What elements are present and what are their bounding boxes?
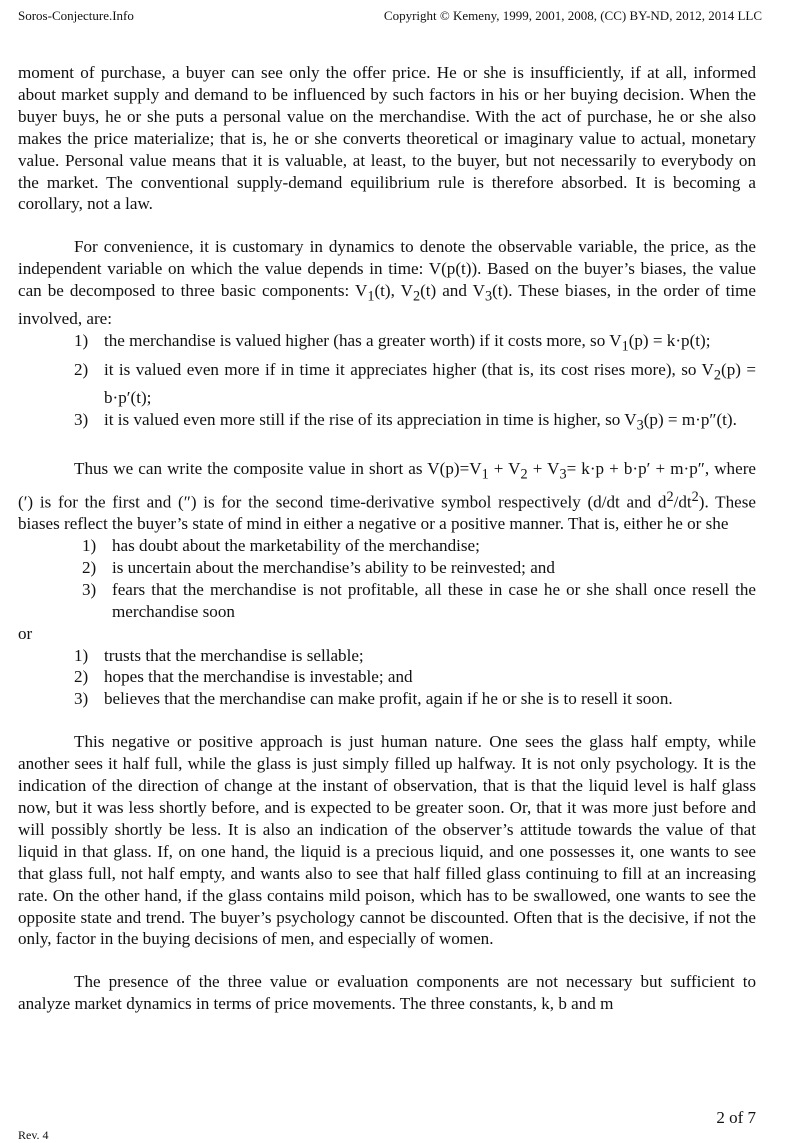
document-body: [18, 62, 756, 1015]
paragraph-3: Thus we can write the composite value in short as $V(p)=V_1 + V_2 + V_3= k\cdot p + b\cdot p' + m\cdot p''$, where (′) is for the first and (″) is for the second time-derivative symbol respectively (d/dt and $d^2/dt^2$). These biases reflect the buyer’s state of mind in either a negative or a positive manner. That is, either he or she: [18, 459, 756, 534]
positive-list: [74, 645, 756, 711]
paragraph-5: The presence of the three value or evaluation components are not necessary but sufficient to analyze market dynamics in terms of price movements. The three constants, k, b and m: [18, 972, 756, 1014]
list-item: 1) the merchandise is valued higher (has a greater worth) if it costs more, so $V_1(p) = k\cdot p(t)$;: [74, 331, 711, 355]
header-site: Soros-Conjecture.Info: [18, 8, 134, 23]
paragraph-2: For convenience, it is customary in dynamics to denote the observable variable, the price, as the independent variable on which the value depends in time: V(p(t)). Based on the buyer’s biases, the value can be decomposed to three basic components: $V_1(t)$, $V_2(t)$ and $V_3(t)$. These biases, in the order of time involved, are:: [18, 237, 757, 329]
list-item: 3) believes that the merchandise can make profit, again if he or she is to resell it soon.: [74, 689, 673, 709]
list-item: 3) fears that the merchandise is not profitable, all these in case he or she shall once resell the merchandise soon: [82, 579, 756, 621]
header-copyright: Copyright © Kemeny, 1999, 2001, 2008, (CC) BY-ND, 2012, 2014 LLC: [383, 8, 762, 23]
list-item: 2) is uncertain about the merchandise’s ability to be reinvested; and: [82, 557, 555, 577]
paragraph-4: This negative or positive approach is just human nature. One sees the glass half empty, while another sees it half full, while the glass is just simply filled up halfway. It is not only psychology. It is the indication of the direction of change at the instant of observation, that is that the liquid level is half glass now, but it was less shortly before, and is expected to be greater soon. Or, that it was more just before and will possibly shortly be less. It is also an indication of the observer’s attitude towards the value of that liquid in that glass. If, on one hand, the liquid is a precious liquid, and one possesses it, one wants to see that glass full, not half empty, and wants also to see that half filled glass continuing to fill at an increasing rate. On the other hand, if the glass contains mild poison, which has to be swallowed, one wants to see the opposite state and trend. The buyer’s psychology cannot be discounted. Often that is the decisive, if not the only, factor in the buying decisions of men, and especially of women.: [18, 732, 756, 949]
list-item: 1) has doubt about the marketability of the merchandise;: [82, 536, 480, 556]
bias-list: [74, 330, 756, 437]
revision-label: Rev. 4: [18, 1128, 49, 1142]
page-number: 2 of 7: [716, 1108, 756, 1127]
page-header: [18, 8, 762, 24]
list-item: 2) hopes that the merchandise is investable; and: [74, 667, 413, 687]
or-word: or: [18, 623, 33, 643]
list-item: 2) it is valued even more if in time it appreciates higher (that is, its cost rises more), so $V_2(p) = b\cdot p'(t)$;: [74, 359, 756, 407]
negative-list: [82, 535, 756, 623]
list-item: 1) trusts that the merchandise is sellable;: [74, 645, 364, 665]
paragraph-1: moment of purchase, a buyer can see only the offer price. He or she is insufficiently, if at all, informed about market supply and demand to be influenced by such factors in his or her buying decision. When the buyer buys, he or she puts a personal value on the merchandise. With the act of purchase, he or she also makes the price materialize; that is, he or she converts theoretical or imaginary value to actual, monetary value. Personal value means that it is valuable, at least, to the buyer, but not necessarily to everybody on the market. The conventional supply-demand equilibrium rule is therefore absorbed. It is becoming a corollary, not a law.: [18, 63, 756, 214]
list-item: 3) it is valued even more still if the rise of its appreciation in time is higher, so $V_3(p) = m\cdot p''(t)$.: [74, 409, 737, 434]
